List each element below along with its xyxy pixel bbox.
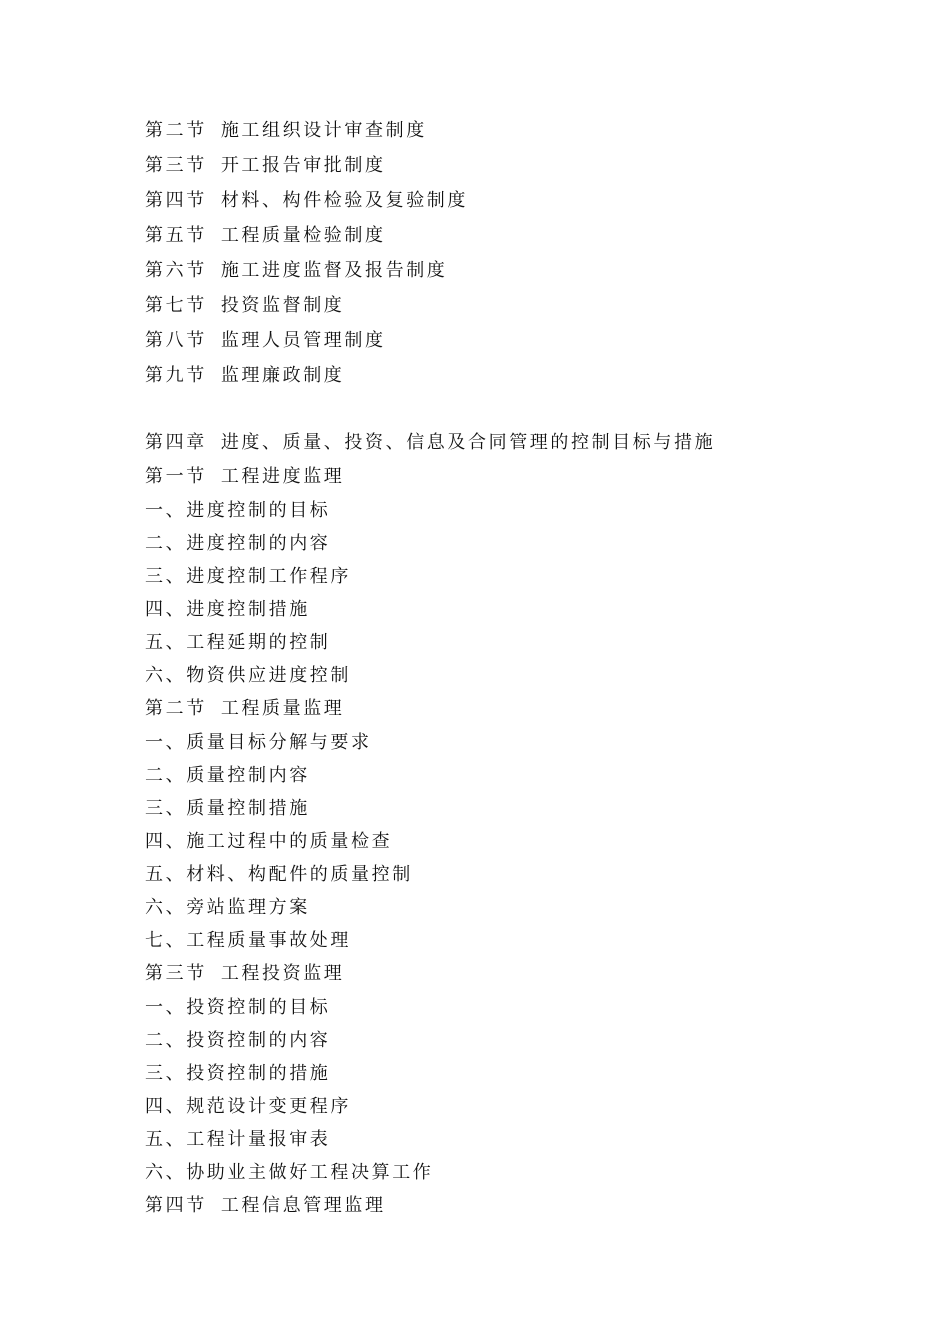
- toc-item-line: 一、进度控制的目标: [145, 499, 331, 521]
- toc-item-line: 五、工程延期的控制: [145, 631, 331, 653]
- toc-item-line: 四、施工过程中的质量检查: [145, 830, 393, 852]
- chapter-title: 进度、质量、投资、信息及合同管理的控制目标与措施: [220, 432, 716, 453]
- section-number: 第五节: [145, 224, 207, 246]
- toc-item-line: 六、物资供应进度控制: [145, 664, 351, 686]
- toc-section-line: [145, 690, 715, 724]
- toc-sections-part1: [145, 111, 468, 391]
- toc-section-line: [145, 286, 468, 321]
- toc-item-line: 四、规范设计变更程序: [145, 1095, 351, 1117]
- section-number: 第二节: [145, 698, 207, 719]
- toc-section-line: [145, 111, 468, 146]
- toc-item-line: 二、质量控制内容: [145, 764, 310, 786]
- section-number: 第四节: [145, 189, 207, 211]
- section-title: 监理廉政制度: [220, 364, 345, 386]
- section-title: 工程质量监理: [220, 698, 345, 719]
- toc-section-line: [145, 181, 468, 216]
- toc-section-line: [145, 458, 715, 492]
- toc-item-line: 一、投资控制的目标: [145, 996, 331, 1018]
- toc-item-line: 五、工程计量报审表: [145, 1128, 331, 1150]
- section-number: 第一节: [145, 466, 207, 487]
- section-number: 第八节: [145, 329, 207, 351]
- section-title: 工程信息管理监理: [220, 1195, 386, 1216]
- toc-section-line: [145, 251, 468, 286]
- section-number: 第七节: [145, 294, 207, 316]
- toc-section-line: [145, 955, 715, 989]
- section-title: 投资监督制度: [220, 294, 345, 316]
- toc-item-line: 三、进度控制工作程序: [145, 565, 351, 587]
- section-number: 第九节: [145, 364, 207, 386]
- toc-section-line: [145, 356, 468, 391]
- toc-section-line: [145, 216, 468, 251]
- toc-item-line: 四、进度控制措施: [145, 598, 310, 620]
- section-number: 第二节: [145, 119, 207, 141]
- section-title: 材料、构件检验及复验制度: [220, 189, 469, 211]
- toc-item-line: 五、材料、构配件的质量控制: [145, 863, 413, 885]
- toc-section-line: [145, 321, 468, 356]
- toc-item-line: 二、投资控制的内容: [145, 1029, 331, 1051]
- section-title: 开工报告审批制度: [220, 154, 386, 176]
- toc-section-line: [145, 146, 468, 181]
- toc-item-line: 六、协助业主做好工程决算工作: [145, 1161, 434, 1183]
- toc-chapter-4: [145, 424, 715, 1221]
- toc-item-line: 六、旁站监理方案: [145, 896, 310, 918]
- section-title: 工程质量检验制度: [220, 224, 386, 246]
- chapter-heading: [145, 424, 715, 458]
- section-number: 第六节: [145, 259, 207, 281]
- section-number: 第四节: [145, 1195, 207, 1216]
- section-number: 第三节: [145, 154, 207, 176]
- chapter-number: 第四章: [145, 432, 207, 453]
- section-title: 监理人员管理制度: [220, 329, 386, 351]
- section-number: 第三节: [145, 963, 207, 984]
- section-title: 施工组织设计审查制度: [220, 119, 427, 141]
- toc-item-line: 七、工程质量事故处理: [145, 929, 351, 951]
- section-title: 工程进度监理: [220, 466, 345, 487]
- toc-item-line: 一、质量目标分解与要求: [145, 731, 372, 753]
- section-title: 施工进度监督及报告制度: [220, 259, 448, 281]
- toc-item-line: 三、投资控制的措施: [145, 1062, 331, 1084]
- section-title: 工程投资监理: [220, 963, 345, 984]
- toc-section-line: [145, 1187, 715, 1221]
- toc-item-line: 三、质量控制措施: [145, 797, 310, 819]
- toc-item-line: 二、进度控制的内容: [145, 532, 331, 554]
